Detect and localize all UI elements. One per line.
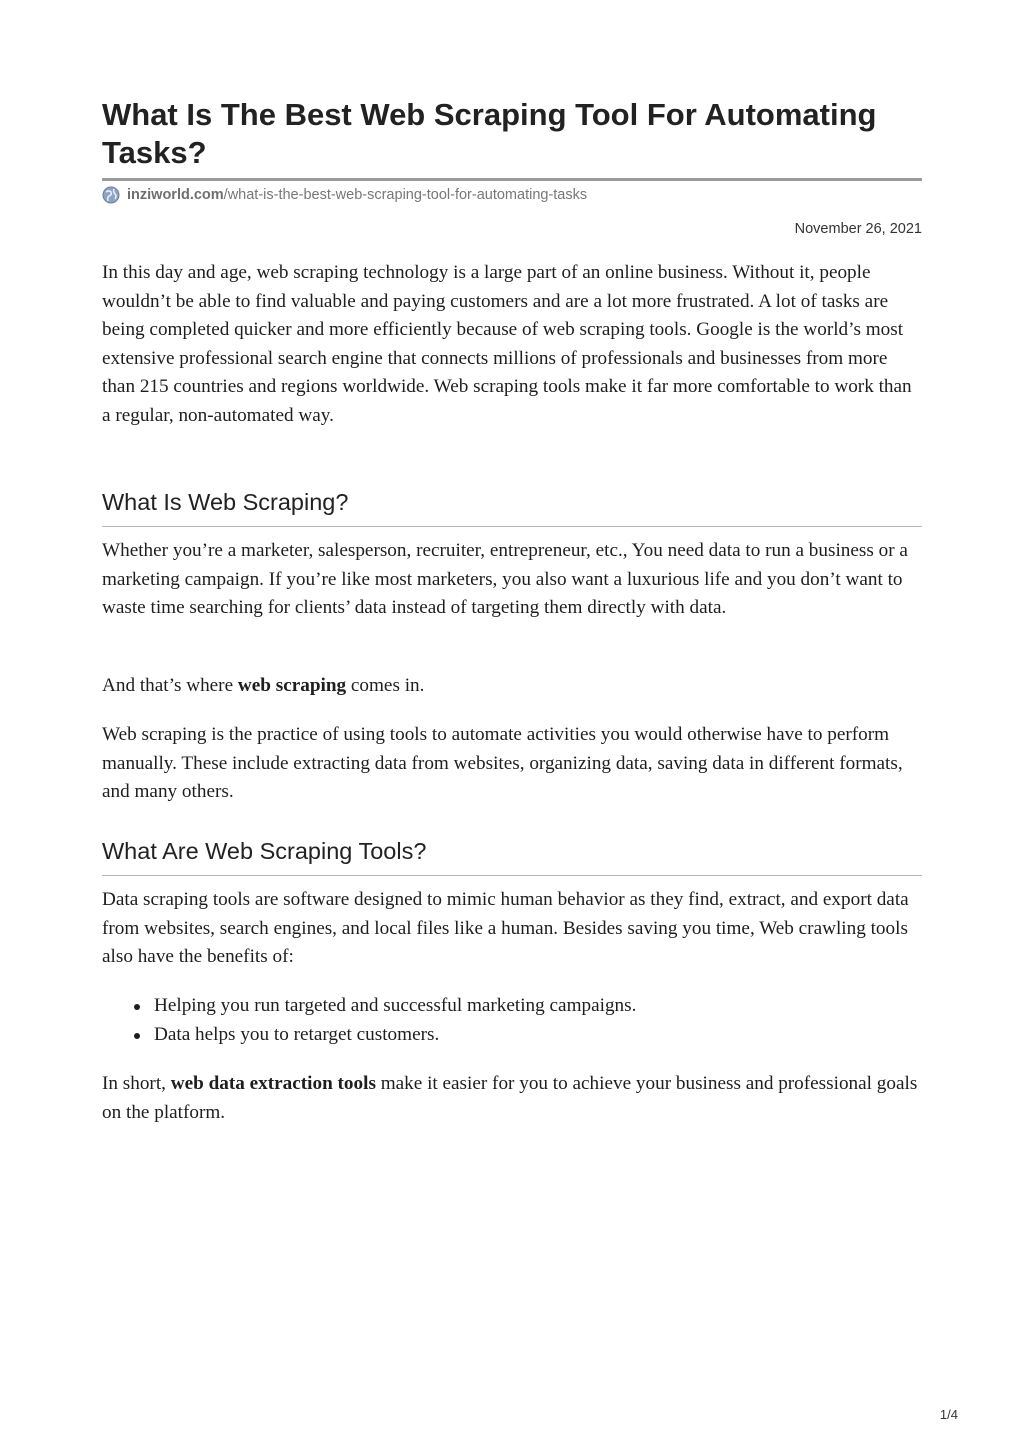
text-span: And that’s where — [102, 675, 238, 696]
intro-paragraph: In this day and age, web scraping technology is a large part of an online business. Without it, people wouldn’t be able to find valuable and paying customers and are a lot more frustrated. A lot of tasks are being completed quicker and more efficiently because of web scraping tools. Google is the world’s most extensive professional search engine that connects millions of professionals and businesses from more than 215 countries and regions worldwide. Web scraping tools make it far more comfortable to work than a regular, non-automated way. — [102, 262, 912, 426]
section-heading-web-scraping: What Is Web Scraping? — [102, 489, 349, 515]
source-link[interactable] — [102, 186, 587, 204]
globe-icon — [102, 186, 120, 204]
text-span: comes in. — [346, 675, 425, 696]
bold-term-web-data-extraction-tools: web data extraction tools — [170, 1073, 376, 1094]
benefits-list — [102, 992, 922, 1049]
source-path: /what-is-the-best-web-scraping-tool-for-automating-tasks — [223, 187, 588, 203]
title-divider — [102, 178, 922, 181]
section1-paragraph-3: Web scraping is the practice of using tools to automate activities you would otherwise have to perform manually. These include extracting data from websites, organizing data, saving data in different formats, and many others. — [102, 724, 903, 802]
publish-date: November 26, 2021 — [794, 221, 922, 237]
text-span: make it easier for you to achieve your business and professional goals on the platform. — [102, 1073, 918, 1123]
text-span: In short, — [102, 1073, 171, 1094]
section1-paragraph-1: Whether you’re a marketer, salesperson, recruiter, entrepreneur, etc., You need data to run a business or a marketing campaign. If you’re like most marketers, you also want a luxurious life and you don’t want to waste time searching for clients’ data instead of targeting them directly with data. — [102, 540, 908, 618]
section-divider — [102, 526, 922, 527]
list-item: Helping you run targeted and successful marketing campaigns. — [154, 992, 922, 1021]
section2-paragraph-2 — [102, 1070, 922, 1127]
bold-term-web-scraping: web scraping — [237, 675, 347, 696]
section-heading-web-scraping-tools: What Are Web Scraping Tools? — [102, 838, 427, 864]
section1-paragraph-2 — [102, 672, 922, 701]
page-number: 1/4 — [939, 1407, 958, 1422]
source-domain: inziworld.com — [127, 187, 224, 203]
article-title: What Is The Best Web Scraping Tool For Automating Tasks? — [102, 97, 877, 170]
section2-paragraph-1: Data scraping tools are software designed to mimic human behavior as they find, extract, and export data from websites, search engines, and local files like a human. Besides saving you time, Web crawling tools also have the benefits of: — [102, 889, 909, 967]
list-item: Data helps you to retarget customers. — [154, 1021, 922, 1050]
section-divider — [102, 875, 922, 876]
